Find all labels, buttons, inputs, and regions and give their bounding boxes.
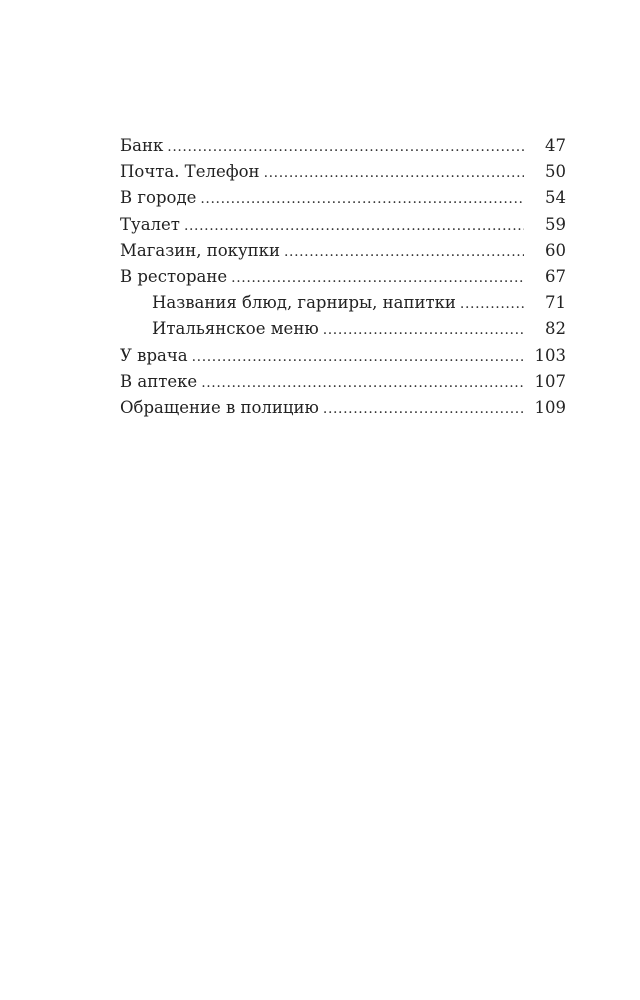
toc-entry-title: В аптеке xyxy=(120,371,198,391)
toc-dot-leader xyxy=(184,213,524,239)
toc-entry-police xyxy=(120,395,566,421)
toc-entry-page: 107 xyxy=(534,371,566,391)
toc-entry-title: Обращение в полицию xyxy=(120,397,319,417)
toc-dot-leader xyxy=(323,317,524,343)
toc-entry-page: 60 xyxy=(545,240,566,260)
toc-dot-leader xyxy=(264,160,524,186)
toc-dot-leader xyxy=(167,134,524,160)
toc-dot-leader xyxy=(200,186,524,212)
toc-dot-leader xyxy=(231,265,524,291)
toc-entry-page: 71 xyxy=(545,293,566,313)
toc-entry-title: Названия блюд, гарниры, напитки xyxy=(152,293,456,313)
toc-dot-leader xyxy=(284,239,524,265)
toc-entry-page: 67 xyxy=(545,266,566,286)
toc-dot-leader xyxy=(192,344,524,370)
toc-entry-page: 54 xyxy=(545,188,566,208)
toc-entry-dishes xyxy=(120,290,566,316)
toc-entry-page: 59 xyxy=(545,214,566,234)
toc-entry-page: 103 xyxy=(534,345,566,365)
toc-dot-leader xyxy=(460,291,524,317)
toc-entry-title: Туалет xyxy=(120,214,180,234)
toc-dot-leader xyxy=(201,370,524,396)
toc-entry-doctor xyxy=(120,343,566,369)
toc-entry-title: Банк xyxy=(120,136,164,155)
toc-entry-title: Итальянское меню xyxy=(152,319,319,339)
toc-entry-post-phone xyxy=(120,159,566,185)
toc-entry-in-city xyxy=(120,185,566,211)
toc-entry-page: 109 xyxy=(534,397,566,417)
toc-entry-restaurant xyxy=(120,264,566,290)
toc-entry-title: Магазин, покупки xyxy=(120,240,280,260)
toc-entry-pharmacy xyxy=(120,369,566,395)
toc-entry-title: Почта. Телефон xyxy=(120,162,260,182)
toc-entry-page: 50 xyxy=(545,162,566,182)
toc-entry-bank xyxy=(120,133,566,159)
toc-entry-title: В ресторане xyxy=(120,266,228,286)
toc-entry-toilet xyxy=(120,212,566,238)
toc-entry-shopping xyxy=(120,238,566,264)
toc-entry-title: В городе xyxy=(120,188,197,208)
toc-entry-title: У врача xyxy=(120,345,188,365)
toc-entry-italian-menu xyxy=(120,316,566,342)
toc-entry-page: 47 xyxy=(545,136,566,155)
toc-entry-page: 82 xyxy=(545,319,566,339)
table-of-contents xyxy=(120,133,566,421)
toc-dot-leader xyxy=(323,396,524,422)
